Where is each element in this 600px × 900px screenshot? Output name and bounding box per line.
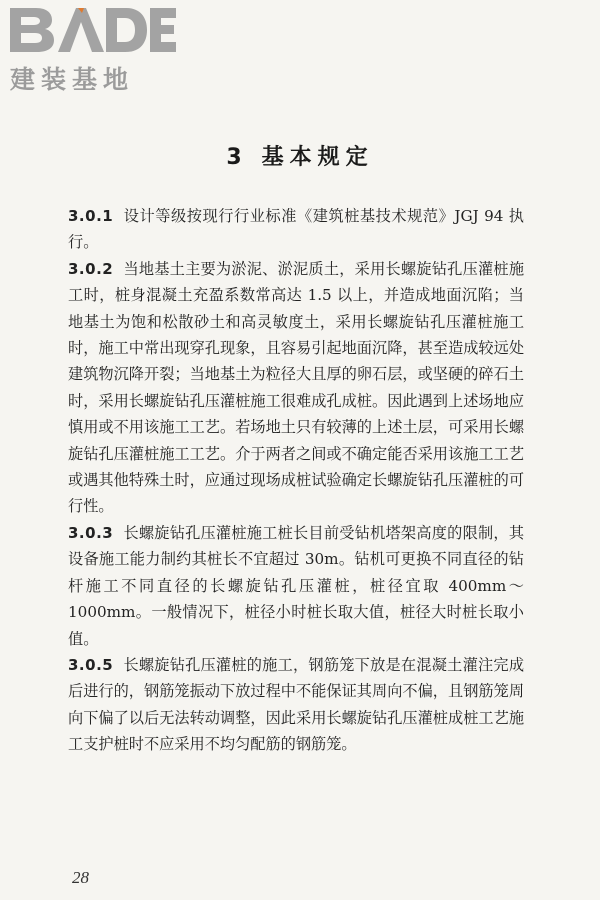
clause-text: 长螺旋钻孔压灌桩的施工，钢筋笼下放是在混凝土灌注完成后进行的，钢筋笼振动下放过程中不能保证其周向不偏，且钢筋笼周向下偏了以后无法转动调整，因此采用长螺旋钻孔压灌桩成桩工艺施工支护桩时不应采用不均匀配筋的钢筋笼。 bbox=[68, 655, 524, 754]
clause-number: 3.0.3 bbox=[68, 523, 114, 542]
clause-3-0-5 bbox=[68, 652, 524, 758]
clause-3-0-3 bbox=[68, 520, 524, 652]
chapter-title: 基本规定 bbox=[261, 145, 374, 170]
bade-logo-wordmark bbox=[6, 4, 176, 54]
clause-3-0-1 bbox=[68, 203, 524, 256]
bade-logo bbox=[6, 4, 176, 94]
clause-number: 3.0.5 bbox=[68, 655, 114, 674]
clause-list bbox=[68, 203, 524, 758]
clause-text: 当地基土主要为淤泥、淤泥质土，采用长螺旋钻孔压灌桩施工时，桩身混凝土充盈系数常高达 1.5 以上，并造成地面沉陷；当地基土为饱和松散砂土和高灵敏度土，采用长螺旋钻孔压灌桩施工时，施工中常出现穿孔现象，且容易引起地面沉降，甚至造成较远处建筑物沉降开裂；当地基土为粒径大且厚的卵石层，或坚硬的碎石土时，采用长螺旋钻孔压灌桩施工很难成孔成桩。因此遇到上述场地应慎用或不用该施工工艺。若场地土只有较薄的上述土层，可采用长螺旋钻孔压灌桩施工工艺。介于两者之间或不确定能否采用该施工工艺或遇其他特殊土时，应通过现场成桩试验确定长螺旋钻孔压灌桩的可行性。 bbox=[68, 259, 524, 516]
chapter-number: 3 bbox=[226, 145, 248, 170]
clause-number: 3.0.2 bbox=[68, 259, 114, 278]
clause-text: 长螺旋钻孔压灌桩施工桩长目前受钻机塔架高度的限制，其设备施工能力制约其桩长不宜超过 30m。钻机可更换不同直径的钻杆施工不同直径的长螺旋钻孔压灌桩，桩径宜取 400mm～1000mm。一般情况下，桩径小时桩长取大值，桩径大时桩长取小值。 bbox=[68, 523, 524, 648]
clause-number: 3.0.1 bbox=[68, 207, 114, 225]
clause-text: 设计等级按现行行业标准《建筑桩基技术规范》JGJ 94 执行。 bbox=[68, 207, 524, 252]
clause-3-0-2 bbox=[68, 256, 524, 520]
chapter-heading bbox=[0, 140, 600, 171]
page-number: 28 bbox=[72, 868, 89, 887]
bade-logo-subtitle: 建装基地 bbox=[10, 65, 135, 94]
